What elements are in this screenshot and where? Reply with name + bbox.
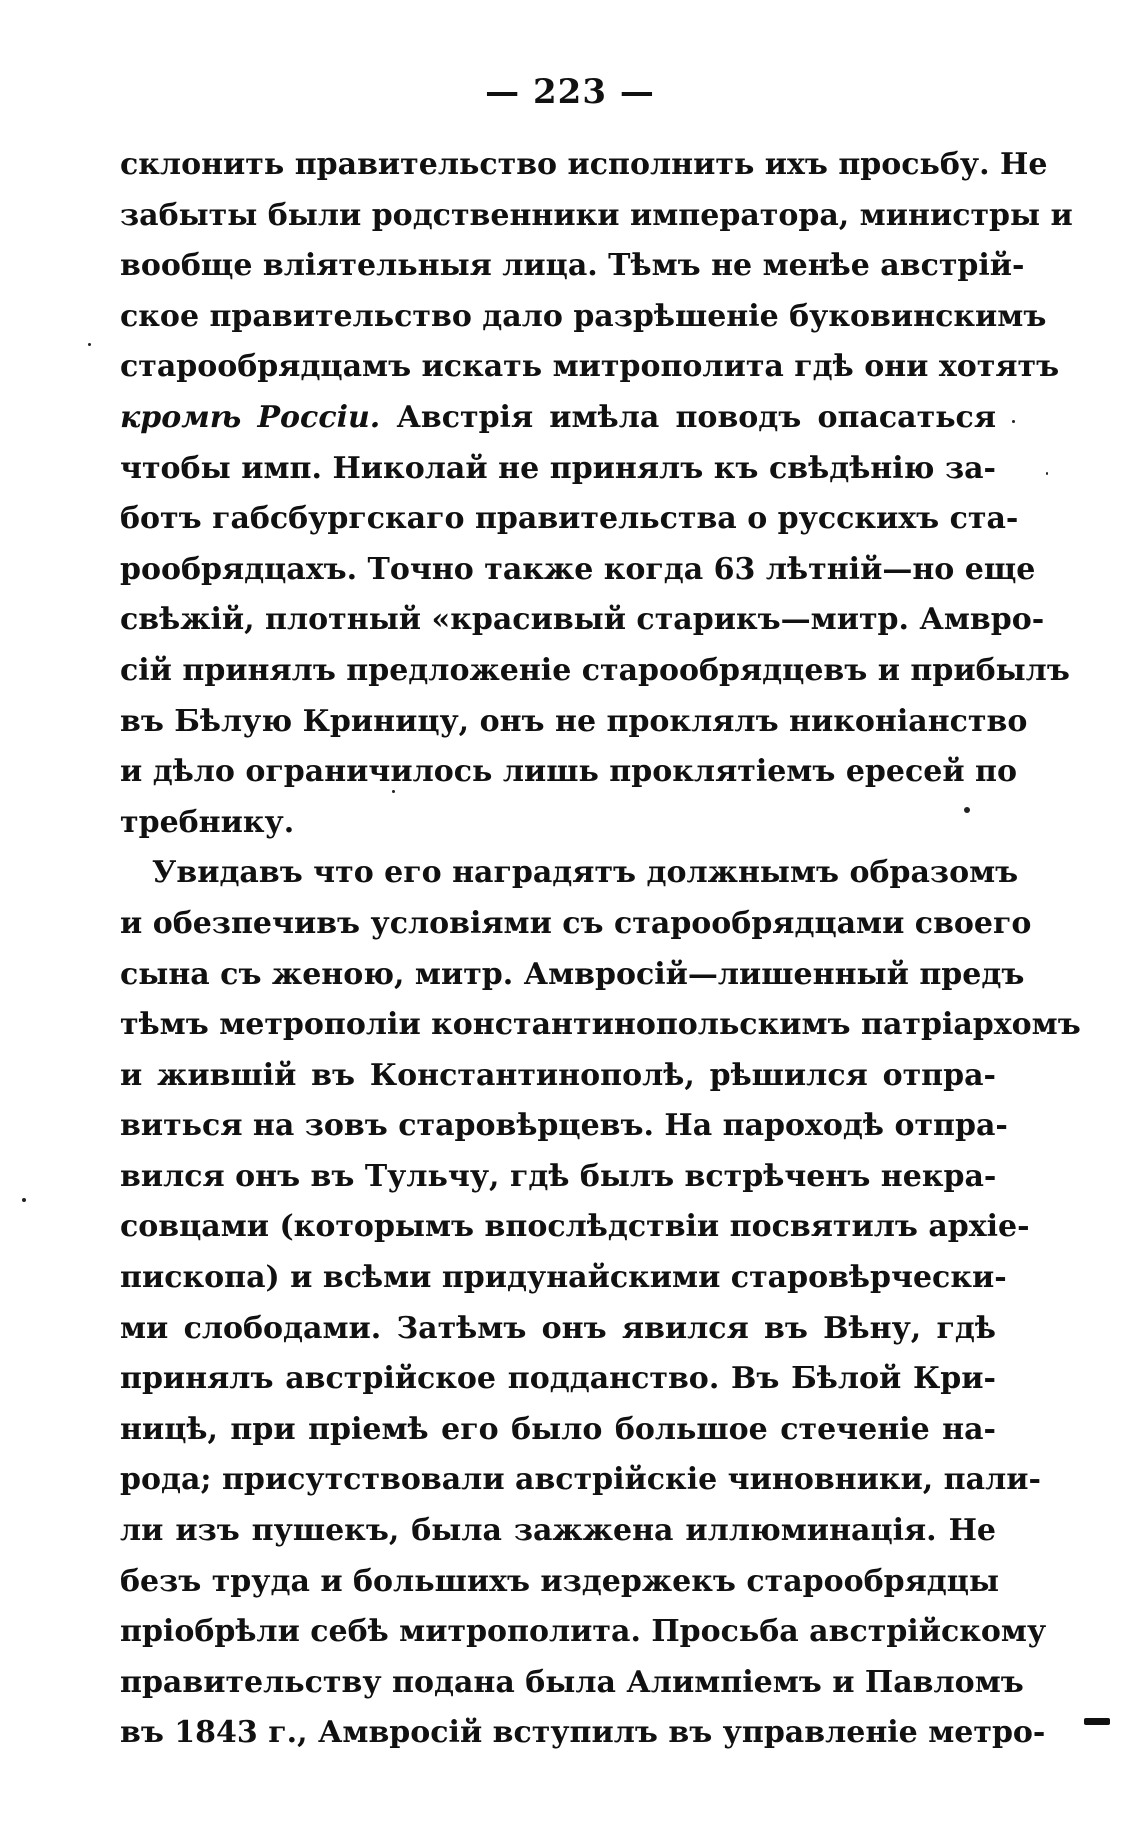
text-line: въ 1843 г., Амвросiй вступилъ въ управленiе метро-: [120, 1715, 1046, 1751]
text-line: ли изъ пушекъ, была зажжена иллюминацiя. Не: [120, 1513, 996, 1549]
text-line: тѣмъ метрополiи константинопольскимъ патрiархомъ: [120, 1007, 1081, 1043]
text-line: сiй принялъ предложенiе старообрядцевъ и прибылъ: [120, 652, 1070, 688]
scan-speck: [88, 343, 91, 346]
text-line: и жившiй въ Константинополѣ, рѣшился отпра-: [120, 1057, 996, 1093]
text-line: старообрядцамъ искать митрополита гдѣ они хотятъ: [120, 349, 1060, 385]
text-line: виться на зовъ старовѣрцевъ. На пароходѣ отпра-: [120, 1108, 1008, 1144]
text-line: ницѣ, при прiемѣ его было большое стеченiе на-: [120, 1411, 996, 1447]
text-line: рода; присутствовали австрiйскiе чиновники, пали-: [120, 1462, 1041, 1498]
text-line: ми слободами. Затѣмъ онъ явился въ Вѣну, гдѣ: [120, 1310, 996, 1346]
text-line: ское правительство дало разрѣшенiе буковинскимъ: [120, 298, 1047, 334]
text-line-rest: Австрiя имѣла поводъ опасаться: [396, 399, 996, 435]
text-line: забыты были родственники императора, министры и: [120, 197, 1073, 233]
text-line: сына съ женою, митр. Амвросiй—лишенный предъ: [120, 956, 1025, 992]
paragraph-1: [120, 140, 1073, 848]
text-line: вился онъ въ Тульчу, гдѣ былъ встрѣченъ некра-: [120, 1158, 997, 1194]
text-line: чтобы имп. Николай не принялъ къ свѣдѣнiю за-: [120, 450, 996, 486]
text-line: склонить правительство исполнить ихъ просьбу. Не: [120, 147, 1048, 182]
margin-mark: [1084, 1718, 1110, 1725]
scan-speck: [1012, 420, 1015, 423]
text-line: Увидавъ что его наградятъ должнымъ образомъ: [152, 855, 1019, 891]
scan-speck: [392, 790, 395, 793]
text-line: и обезпечивъ условiями съ старообрядцами своего: [120, 905, 1032, 941]
text-line: совцами (которымъ впослѣдствiи посвятилъ архiе-: [120, 1209, 1030, 1245]
text-line: пископа) и всѣми придунайскими старовѣрчески-: [120, 1260, 1007, 1296]
text-line: вообще влiятельныя лица. Тѣмъ не менѣе австрiй-: [120, 248, 1025, 284]
text-line: ботъ габсбургскаго правительства о русскихъ ста-: [120, 501, 1019, 537]
text-line: и дѣло ограничилось лишь проклятiемъ ересей по: [120, 754, 1017, 790]
text-line: правительству подана была Алимпiемъ и Павломъ: [120, 1664, 1024, 1700]
text-line: требнику.: [120, 804, 295, 840]
page-body: [120, 140, 1081, 1759]
text-line: прiобрѣли себѣ митрополита. Просьба австрiйскому: [120, 1614, 1047, 1650]
text-line: свѣжiй, плотный «красивый старикъ—митр. Амвро-: [120, 602, 1045, 638]
text-line-with-italic: [120, 393, 996, 444]
scan-speck: [964, 807, 970, 813]
italic-phrase: кромѣ Россiи.: [120, 399, 381, 435]
paragraph-2: [120, 848, 1081, 1759]
scan-speck: [22, 1198, 26, 1202]
page-number: — 223 —: [485, 72, 655, 112]
text-line: безъ труда и большихъ издержекъ старообрядцы: [120, 1563, 1000, 1599]
scan-speck: [1046, 472, 1048, 475]
text-line: въ Бѣлую Криницу, онъ не проклялъ никонiанство: [120, 703, 1028, 739]
text-line: принялъ австрiйское подданство. Въ Бѣлой Кри-: [120, 1361, 996, 1397]
text-line: рообрядцахъ. Точно также когда 63 лѣтнiй—но еще: [120, 551, 1036, 587]
